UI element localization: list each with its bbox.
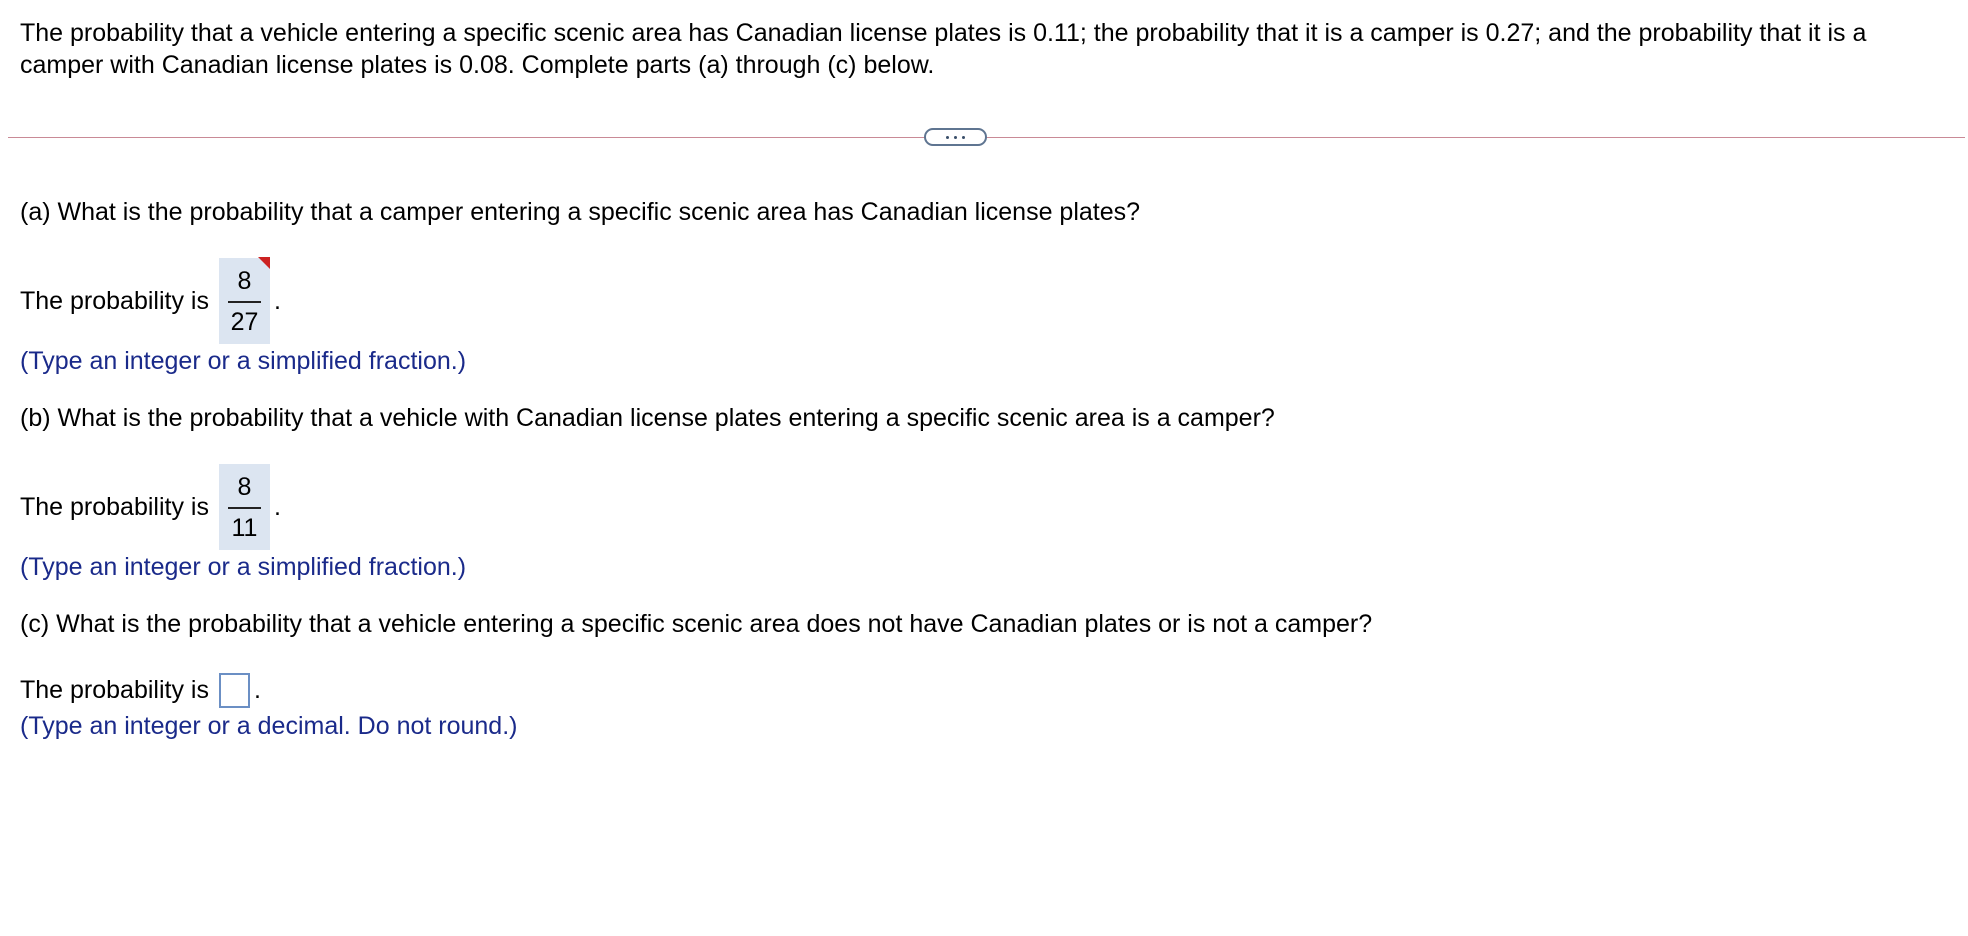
part-b-period: . bbox=[273, 492, 281, 521]
part-c-question: (c) What is the probability that a vehicle entering a specific scenic area does not have Canadian plates or is not a camper? bbox=[20, 610, 1373, 638]
part-b-question: (b) What is the probability that a vehicle with Canadian license plates entering a specific scenic area is a camper? bbox=[20, 404, 1275, 432]
more-options-button[interactable] bbox=[924, 128, 987, 146]
incorrect-flag-icon bbox=[258, 257, 270, 269]
ellipsis-dot-icon bbox=[962, 136, 965, 139]
fraction-bar bbox=[228, 507, 261, 509]
problem-statement: The probability that a vehicle entering a specific scenic area has Canadian license plates is 0.11; the probability that it is a camper is 0.27; and the probability that it is a camper with Canadian license plates is 0.08. Complete parts (a) through (c) below. bbox=[20, 19, 1867, 79]
part-c-period: . bbox=[253, 675, 261, 704]
part-b-numerator[interactable]: 8 bbox=[237, 472, 252, 501]
part-c-hint: (Type an integer or a decimal. Do not round.) bbox=[20, 712, 518, 740]
part-a-answer-line bbox=[20, 256, 281, 346]
part-b-answer-line bbox=[20, 462, 281, 552]
ellipsis-dot-icon bbox=[954, 136, 957, 139]
part-b-denominator[interactable]: 11 bbox=[231, 513, 258, 542]
part-c-answer-input[interactable] bbox=[219, 673, 250, 708]
part-b-fraction-answer[interactable] bbox=[219, 464, 270, 550]
ellipsis-dot-icon bbox=[946, 136, 949, 139]
part-b-hint: (Type an integer or a simplified fraction.) bbox=[20, 553, 467, 581]
part-c-answer-prefix: The probability is bbox=[20, 675, 209, 704]
part-a-answer-prefix: The probability is bbox=[20, 286, 209, 315]
part-a-hint: (Type an integer or a simplified fraction.) bbox=[20, 347, 467, 375]
fraction-bar bbox=[228, 301, 261, 303]
part-a-fraction-answer[interactable] bbox=[219, 258, 270, 344]
part-a-question: (a) What is the probability that a camper entering a specific scenic area has Canadian license plates? bbox=[20, 198, 1141, 226]
part-c-answer-line bbox=[20, 670, 261, 710]
part-a-numerator[interactable]: 8 bbox=[237, 266, 252, 295]
part-b-answer-prefix: The probability is bbox=[20, 492, 209, 521]
part-a-period: . bbox=[273, 286, 281, 315]
part-a-denominator[interactable]: 27 bbox=[230, 307, 259, 336]
